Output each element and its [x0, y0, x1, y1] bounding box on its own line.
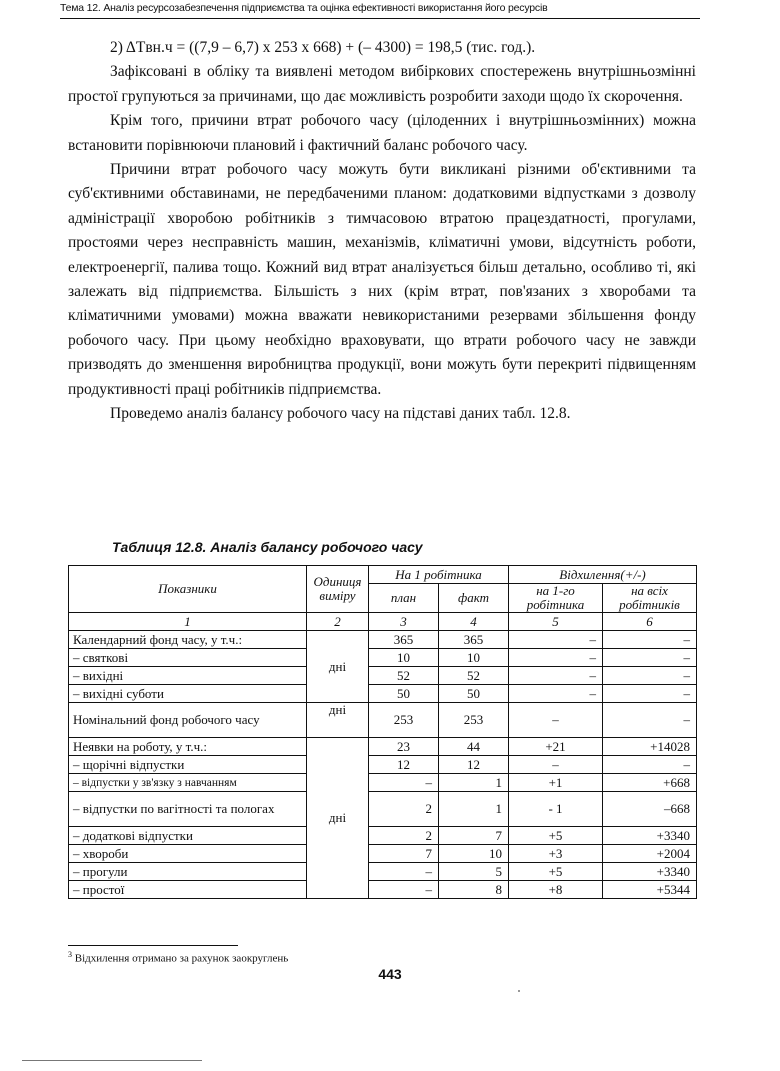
- header-rule: [60, 18, 700, 19]
- deviation-one: - 1: [509, 792, 603, 827]
- paragraph-2: Крім того, причини втрат робочого часу (цілоденних і внутрішньозмінних) можна встановити порівнюючи плановий і фактичний баланс робочого часу.: [68, 112, 696, 154]
- header-plan: план: [369, 584, 439, 613]
- deviation-all: +5344: [603, 881, 697, 899]
- row-label: Календарний фонд часу, у т.ч.:: [69, 631, 307, 649]
- row-label: – святкові: [69, 649, 307, 667]
- col-number: 5: [509, 613, 603, 631]
- deviation-one: +21: [509, 738, 603, 756]
- running-header: Тема 12. Аналіз ресурсозабезпечення підприємства та оцінка ефективності використання його ресурсів: [60, 2, 548, 14]
- deviation-all: –: [603, 667, 697, 685]
- footnote-rule: [68, 945, 238, 946]
- header-dev-one: на 1-го робітника: [509, 584, 603, 613]
- plan-value: 52: [369, 667, 439, 685]
- table-row: [69, 649, 697, 667]
- deviation-one: –: [509, 756, 603, 774]
- fact-value: 253: [439, 703, 509, 738]
- deviation-all: +668: [603, 774, 697, 792]
- table-row: [69, 631, 697, 649]
- fact-value: 7: [439, 827, 509, 845]
- table-caption: Таблиця 12.8. Аналіз балансу робочого часу: [112, 539, 423, 555]
- table-row: [69, 685, 697, 703]
- row-label: Неявки на роботу, у т.ч.:: [69, 738, 307, 756]
- unit-cell: дні: [307, 703, 369, 738]
- header-unit: Одиниця виміру: [307, 566, 369, 613]
- paragraph-3: Причини втрат робочого часу можуть бути викликані різними об'єктивними та суб'єктивними обставинами, не передбаченими планом: додатковими відпустками з дозволу адміністрації хворобою робітників з тимчасовою втратою працездатності, прогулами, простоями через несправність машин, механізмів, кліматичні умови, відсутність роботи, електроенергії, палива тощо. Кожний вид втрат аналізується більш детально, особливо ті, які залежать від підприємства. Більшість з них (крім втрат, пов'язаних з хворобами та кліматичними умовами) можна вважати невикористаними резервами збільшення фонду робочого часу. При цьому необхідно враховувати, що втрати робочого часу не завжди призводять до зменшення виробництва продукції, вони можуть бути перекриті підвищенням продуктивності праці робітників підприємства.: [68, 161, 696, 398]
- table-row: [69, 738, 697, 756]
- col-number: 4: [439, 613, 509, 631]
- col-number: 3: [369, 613, 439, 631]
- deviation-all: –: [603, 631, 697, 649]
- work-time-balance-table: [68, 565, 697, 899]
- deviation-all: +3340: [603, 827, 697, 845]
- plan-value: 7: [369, 845, 439, 863]
- table-row: [69, 703, 697, 738]
- plan-value: 10: [369, 649, 439, 667]
- table-row: [69, 827, 697, 845]
- plan-value: 2: [369, 792, 439, 827]
- row-label: – відпустки у зв'язку з навчанням: [69, 774, 307, 792]
- plan-value: 50: [369, 685, 439, 703]
- scan-speck: [518, 990, 520, 992]
- row-label: – вихідні: [69, 667, 307, 685]
- fact-value: 10: [439, 649, 509, 667]
- row-label: – прогули: [69, 863, 307, 881]
- table-row: [69, 845, 697, 863]
- table-row: [69, 863, 697, 881]
- deviation-all: +2004: [603, 845, 697, 863]
- header-per-worker: На 1 робітника: [369, 566, 509, 584]
- deviation-all: +14028: [603, 738, 697, 756]
- deviation-one: –: [509, 649, 603, 667]
- deviation-one: +8: [509, 881, 603, 899]
- fact-value: 44: [439, 738, 509, 756]
- footnote-mark: 3: [68, 950, 72, 959]
- row-label: – вихідні суботи: [69, 685, 307, 703]
- deviation-one: +5: [509, 827, 603, 845]
- row-label: – хвороби: [69, 845, 307, 863]
- col-number: 2: [307, 613, 369, 631]
- paragraph-1: Зафіксовані в обліку та виявлені методом вибіркових спостережень внутрішньозмінні простої групуються за причинами, що дає можливість розробити заходи щодо їх скорочення.: [68, 63, 696, 105]
- row-label: – відпустки по вагітності та пологах: [69, 792, 307, 827]
- body-text: [68, 36, 696, 427]
- fact-value: 365: [439, 631, 509, 649]
- table-row: [69, 756, 697, 774]
- fact-value: 8: [439, 881, 509, 899]
- deviation-one: –: [509, 631, 603, 649]
- row-label: – щорічні відпустки: [69, 756, 307, 774]
- plan-value: 365: [369, 631, 439, 649]
- col-number: 1: [69, 613, 307, 631]
- deviation-one: +3: [509, 845, 603, 863]
- deviation-all: –: [603, 756, 697, 774]
- plan-value: 253: [369, 703, 439, 738]
- fact-value: 52: [439, 667, 509, 685]
- row-label: Номінальний фонд робочого часу: [69, 703, 307, 738]
- fact-value: 10: [439, 845, 509, 863]
- fact-value: 50: [439, 685, 509, 703]
- row-label: – простої: [69, 881, 307, 899]
- col-number: 6: [603, 613, 697, 631]
- plan-value: 12: [369, 756, 439, 774]
- header-fact: факт: [439, 584, 509, 613]
- plan-value: –: [369, 881, 439, 899]
- table-row: [69, 881, 697, 899]
- deviation-all: +3340: [603, 863, 697, 881]
- footnote-text: Відхилення отримано за рахунок заокруглень: [74, 952, 289, 965]
- fact-value: 5: [439, 863, 509, 881]
- bottom-rule: [22, 1060, 202, 1061]
- table-row: [69, 792, 697, 827]
- fact-value: 12: [439, 756, 509, 774]
- table-row: [69, 667, 697, 685]
- deviation-all: –: [603, 685, 697, 703]
- footnote: [68, 950, 288, 965]
- plan-value: 23: [369, 738, 439, 756]
- page-number: 443: [378, 966, 402, 982]
- row-label: – додаткові відпустки: [69, 827, 307, 845]
- paragraph-4: Проведемо аналіз балансу робочого часу на підставі даних табл. 12.8.: [110, 405, 571, 423]
- deviation-all: –668: [603, 792, 697, 827]
- deviation-one: –: [509, 685, 603, 703]
- deviation-one: +1: [509, 774, 603, 792]
- plan-value: –: [369, 863, 439, 881]
- deviation-one: –: [509, 703, 603, 738]
- deviation-all: –: [603, 649, 697, 667]
- unit-cell: дні: [307, 738, 369, 899]
- header-indicator: Показники: [69, 566, 307, 613]
- header-dev-all: на всіх робітників: [603, 584, 697, 613]
- table-row: [69, 774, 697, 792]
- fact-value: 1: [439, 774, 509, 792]
- deviation-one: –: [509, 667, 603, 685]
- plan-value: –: [369, 774, 439, 792]
- header-deviation: Відхилення(+/-): [509, 566, 697, 584]
- deviation-one: +5: [509, 863, 603, 881]
- fact-value: 1: [439, 792, 509, 827]
- unit-cell: дні: [307, 631, 369, 703]
- formula-line: 2) ΔTвн.ч = ((7,9 – 6,7) x 253 x 668) + (– 4300) = 198,5 (тис. год.).: [110, 39, 536, 56]
- deviation-all: –: [603, 703, 697, 738]
- plan-value: 2: [369, 827, 439, 845]
